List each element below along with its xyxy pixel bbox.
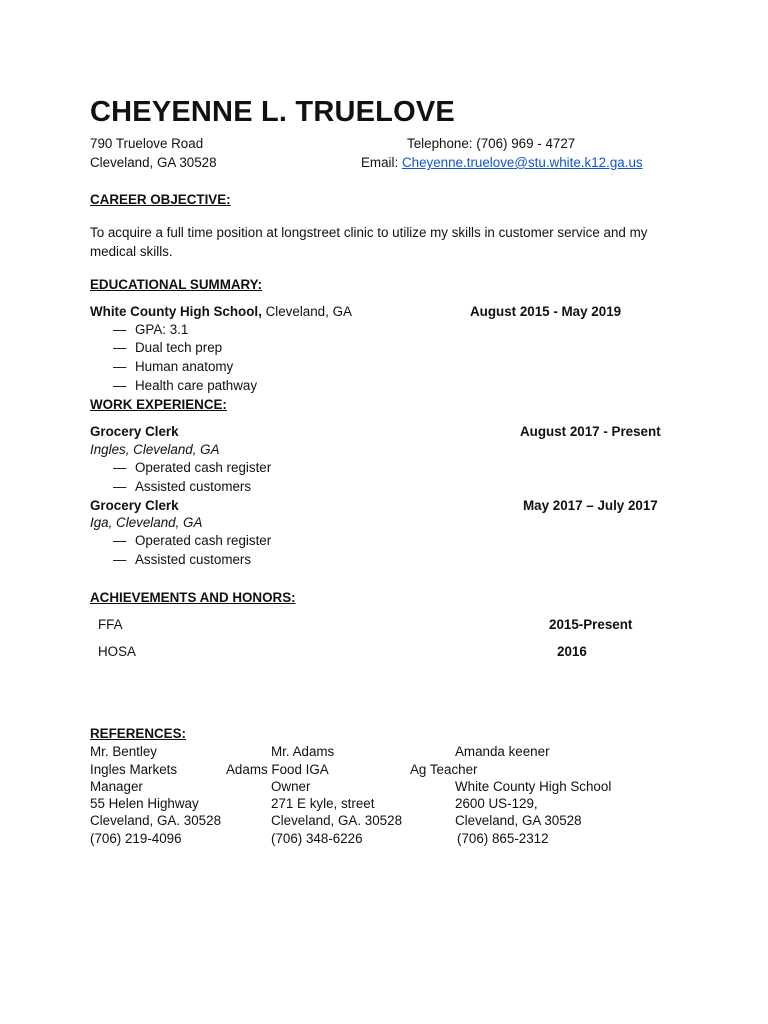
references-heading: REFERENCES: [90, 726, 186, 741]
reference-city: Cleveland, GA. 30528 [90, 813, 222, 828]
job-dates: August 2017 - Present [520, 424, 661, 439]
reference-name: Mr. Bentley [90, 744, 157, 759]
address-line-2: Cleveland, GA 30528 [90, 155, 217, 170]
education-heading: EDUCATIONAL SUMMARY: [90, 277, 263, 292]
reference-org: Ag Teacher [410, 762, 478, 777]
job-employer: Iga, Cleveland, GA [90, 515, 203, 530]
dash-bullet: — [113, 552, 127, 567]
email-link[interactable]: Cheyenne.truelove@stu.white.k12.ga.us [401, 155, 643, 170]
email-row [361, 154, 643, 172]
job-title: Grocery Clerk [90, 424, 179, 439]
dash-bullet: — [113, 322, 127, 337]
reference-street: 271 E kyle, street [271, 796, 375, 811]
reference-street: 55 Helen Highway [90, 796, 199, 811]
achievement-name: FFA [98, 617, 123, 632]
bullet-text: Human anatomy [135, 359, 234, 374]
bullet-text: Operated cash register [135, 533, 272, 548]
list-item [113, 532, 271, 550]
objective-line-1: To acquire a full time position at longstreet clinic to utilize my skills in customer service and my [90, 225, 648, 240]
candidate-name: CHEYENNE L. TRUELOVE [90, 96, 455, 128]
reference-city: Cleveland, GA 30528 [455, 813, 582, 828]
reference-org: Ingles Markets [90, 762, 178, 777]
school-name: White County High School, [90, 304, 262, 319]
reference-role: Owner [271, 779, 311, 794]
dash-bullet: — [113, 479, 127, 494]
education-dates: August 2015 - May 2019 [470, 304, 622, 319]
telephone: Telephone: (706) 969 - 4727 [407, 136, 576, 151]
list-item [113, 551, 251, 569]
achievements-heading: ACHIEVEMENTS AND HONORS: [90, 590, 296, 605]
reference-role: White County High School [455, 779, 612, 794]
career-objective-heading: CAREER OBJECTIVE: [90, 192, 231, 207]
job-title: Grocery Clerk [90, 498, 179, 513]
reference-name: Mr. Adams [271, 744, 335, 759]
work-heading: WORK EXPERIENCE: [90, 397, 227, 412]
achievement-name: HOSA [98, 644, 136, 659]
dash-bullet: — [113, 460, 127, 475]
reference-phone: (706) 219-4096 [90, 831, 182, 846]
bullet-text: Assisted customers [135, 479, 252, 494]
reference-phone: (706) 348-6226 [271, 831, 363, 846]
dash-bullet: — [113, 378, 127, 393]
list-item [113, 339, 222, 357]
list-item [113, 321, 188, 339]
bullet-text: GPA: 3.1 [135, 322, 189, 337]
list-item [113, 478, 251, 496]
achievement-dates: 2016 [557, 644, 587, 659]
education-school-row [90, 303, 352, 321]
dash-bullet: — [113, 340, 127, 355]
reference-city: Cleveland, GA. 30528 [271, 813, 403, 828]
reference-phone: (706) 865-2312 [457, 831, 549, 846]
bullet-text: Assisted customers [135, 552, 252, 567]
dash-bullet: — [113, 359, 127, 374]
email-label: Email: [361, 155, 399, 170]
reference-name: Amanda keener [455, 744, 550, 759]
bullet-text: Operated cash register [135, 460, 272, 475]
reference-street: 2600 US-129, [455, 796, 538, 811]
bullet-text: Dual tech prep [135, 340, 223, 355]
address-line-1: 790 Truelove Road [90, 136, 204, 151]
list-item [113, 459, 271, 477]
job-dates: May 2017 – July 2017 [523, 498, 658, 513]
dash-bullet: — [113, 533, 127, 548]
list-item [113, 377, 257, 395]
school-location: Cleveland, GA [265, 304, 352, 319]
achievement-dates: 2015-Present [549, 617, 633, 632]
reference-role: Manager [90, 779, 143, 794]
job-employer: Ingles, Cleveland, GA [90, 442, 220, 457]
objective-line-2: medical skills. [90, 244, 173, 259]
list-item [113, 358, 233, 376]
reference-org: Adams Food IGA [226, 762, 329, 777]
bullet-text: Health care pathway [135, 378, 258, 393]
